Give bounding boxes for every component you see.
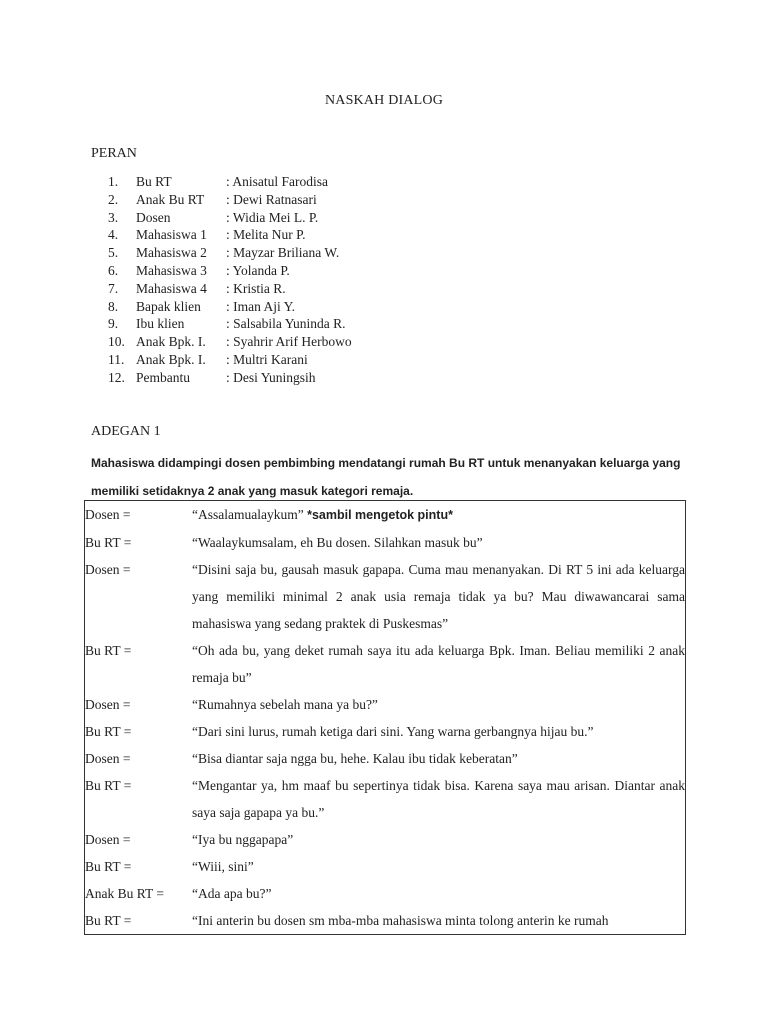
stage-direction: *sambil mengetok pintu* [307, 508, 453, 522]
role-name: Mahasiswa 4 [136, 280, 207, 296]
dialog-text: “Dari sini lurus, rumah ketiga dari sini. Yang warna gerbangnya hijau bu.” [192, 724, 594, 739]
scene-heading: ADEGAN 1 [91, 424, 161, 439]
role-actor: : Kristia R. [226, 280, 286, 296]
dialog-line [192, 826, 686, 853]
role-num: 10. [108, 334, 125, 350]
dialog-text: “Disini saja bu, gausah masuk gapapa. Cuma mau menanyakan. Di RT 5 ini ada keluarga yang memiliki minimal 2 anak usia remaja tidak ya bu? Mau diwawancarai sama mahasiswa yang sedang praktek di Puskesmas” [192, 562, 685, 631]
role-num: 5. [108, 245, 119, 261]
dialog-text: “Oh ada bu, yang deket rumah saya itu ada keluarga Bpk. Iman. Beliau memiliki 2 anak remaja bu” [192, 643, 685, 685]
dialog-row [85, 907, 686, 935]
document-title: NASKAH DIALOG [324, 93, 444, 108]
dialog-line [192, 853, 686, 880]
dialog-row [85, 880, 686, 907]
dialog-line [192, 556, 686, 637]
role-actor: : Dewi Ratnasari [226, 191, 317, 207]
dialog-text: “Rumahnya sebelah mana ya bu?” [192, 697, 378, 712]
role-num: 6. [108, 262, 119, 278]
role-num: 8. [108, 298, 119, 314]
dialog-line [192, 772, 686, 826]
dialog-row [85, 718, 686, 745]
role-name: Anak Bpk. I. [136, 334, 206, 350]
dialog-speaker: Bu RT = [85, 724, 132, 739]
role-actor: : Salsabila Yuninda R. [226, 316, 346, 332]
scene-description: Mahasiswa didampingi dosen pembimbing mendatangi rumah Bu RT untuk menanyakan keluarga yang memiliki setidaknya 2 anak yang masuk kategori remaja. [91, 456, 681, 498]
dialog-line [192, 907, 686, 935]
role-name: Mahasiswa 1 [136, 227, 207, 243]
dialog-speaker: Bu RT = [85, 535, 132, 550]
role-actor: : Multri Karani [226, 351, 308, 367]
role-actor: : Syahrir Arif Herbowo [226, 334, 352, 350]
dialog-speaker: Dosen = [85, 507, 131, 522]
role-actor: : Yolanda P. [226, 262, 290, 278]
dialog-text: “Mengantar ya, hm maaf bu sepertinya tidak bisa. Karena saya mau arisan. Diantar anak saya saja gapapa ya bu.” [192, 778, 685, 820]
role-name: Dosen [136, 209, 171, 225]
role-num: 12. [108, 369, 125, 385]
dialog-speaker: Dosen = [85, 562, 131, 577]
dialog-line [192, 501, 686, 530]
role-num: 9. [108, 316, 119, 332]
role-name: Anak Bu RT [136, 191, 205, 207]
dialog-table [84, 500, 686, 935]
dialog-speaker: Anak Bu RT = [85, 886, 164, 901]
role-actor: : Melita Nur P. [226, 227, 306, 243]
role-num: 4. [108, 227, 119, 243]
dialog-line [192, 637, 686, 691]
dialog-text: “Ini anterin bu dosen sm mba-mba mahasiswa minta tolong anterin ke rumah [192, 913, 609, 928]
role-name: Mahasiswa 3 [136, 262, 207, 278]
dialog-text: “Bisa diantar saja ngga bu, hehe. Kalau ibu tidak keberatan” [192, 751, 518, 766]
dialog-row [85, 637, 686, 691]
dialog-text: “Iya bu nggapapa” [192, 832, 294, 847]
dialog-speaker: Bu RT = [85, 778, 132, 793]
dialog-speaker: Dosen = [85, 832, 131, 847]
role-actor: : Mayzar Briliana W. [226, 245, 340, 261]
dialog-speaker: Bu RT = [85, 859, 132, 874]
dialog-row [85, 853, 686, 880]
dialog-speaker: Dosen = [85, 697, 131, 712]
role-num: 7. [108, 280, 119, 296]
role-num: 3. [108, 209, 119, 225]
dialog-text: “Assalamualaykum” [192, 507, 304, 522]
role-name: Bapak klien [136, 298, 201, 314]
dialog-row [85, 501, 686, 530]
role-actor: : Desi Yuningsih [226, 369, 316, 385]
role-name: Mahasiswa 2 [136, 245, 207, 261]
dialog-speaker: Dosen = [85, 751, 131, 766]
role-actor: : Widia Mei L. P. [226, 209, 319, 225]
dialog-text: “Waalaykumsalam, eh Bu dosen. Silahkan masuk bu” [192, 535, 483, 550]
role-name: Ibu klien [136, 316, 185, 332]
dialog-line [192, 880, 686, 907]
dialog-speaker: Bu RT = [85, 913, 132, 928]
role-name: Bu RT [136, 174, 172, 189]
dialog-text: “Wiii, sini” [192, 859, 254, 874]
role-num: 11. [108, 351, 125, 367]
role-name: Pembantu [136, 369, 190, 385]
dialog-row [85, 691, 686, 718]
peran-heading: PERAN [91, 146, 137, 161]
dialog-line [192, 529, 686, 556]
dialog-row [85, 745, 686, 772]
dialog-text: “Ada apa bu?” [192, 886, 272, 901]
role-num: 1. [108, 174, 119, 189]
dialog-line [192, 745, 686, 772]
role-actor: : Anisatul Farodisa [226, 174, 328, 189]
role-name: Anak Bpk. I. [136, 351, 206, 367]
dialog-row [85, 556, 686, 637]
dialog-row [85, 826, 686, 853]
role-actor: : Iman Aji Y. [226, 298, 296, 314]
dialog-line [192, 718, 686, 745]
dialog-speaker: Bu RT = [85, 643, 132, 658]
dialog-row [85, 772, 686, 826]
role-num: 2. [108, 191, 119, 207]
dialog-line [192, 691, 686, 718]
dialog-row [85, 529, 686, 556]
